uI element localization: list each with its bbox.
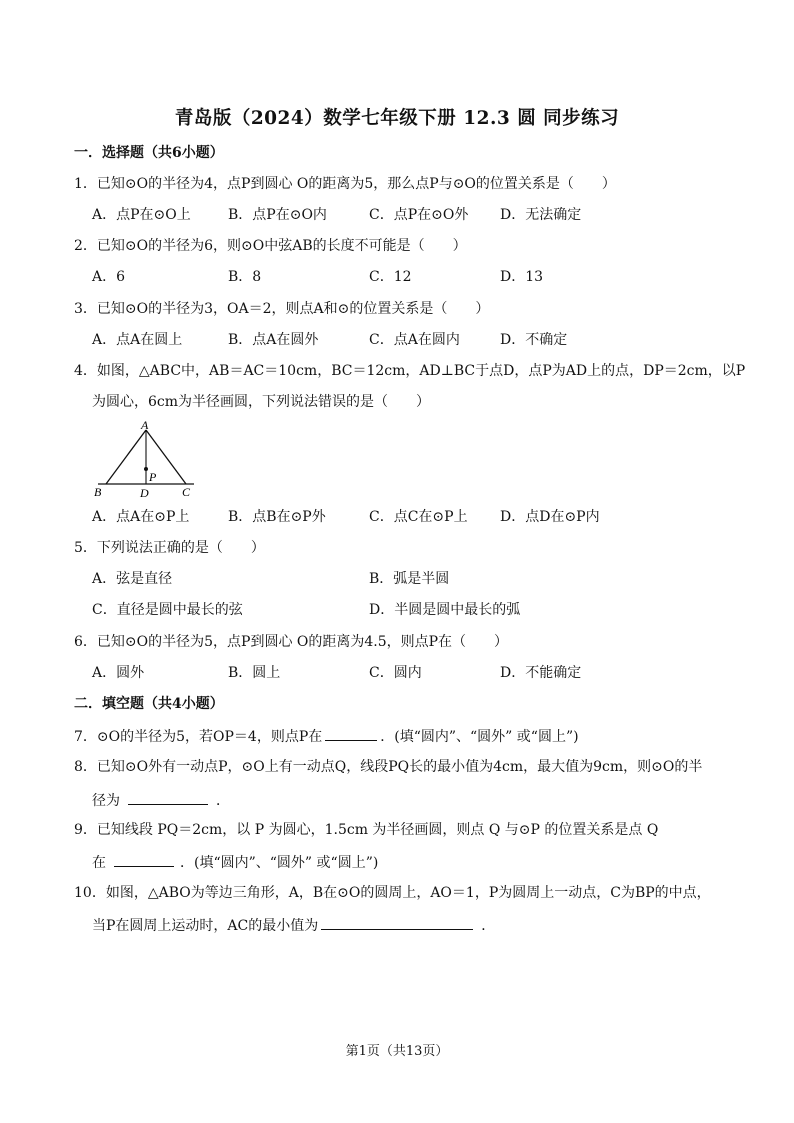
q9-text-after: ．(填“圆内”、“圆外” 或“圆上”) [180,855,379,871]
question-9-line2 [92,852,378,872]
section-choice-heading: 一．选择题（共6小题） [74,145,224,161]
question-6-stem: 6．已知⊙O的半径为5，点P到圆心 O的距离为4.5，则点P在（ ） [74,634,509,650]
label-c: C [182,485,191,499]
q4-option-d: D．点D在⊙P内 [500,509,600,525]
q2-option-a: A．6 [92,269,126,285]
question-9-line1: 9．已知线段 PQ＝2cm，以 P 为圆心，1.5cm 为半径画圆，则点 Q 与⊙P 的位置关系是点 Q [74,822,659,838]
q10-text-after: ． [481,918,496,934]
section-fill-heading: 二．填空题（共4小题） [74,696,224,712]
q9-answer-blank [114,852,174,867]
label-b: B [94,485,102,499]
q4-option-b: B．点B在⊙P外 [228,509,326,525]
question-5-stem: 5．下列说法正确的是（ ） [74,540,265,556]
q8-text-after: ． [216,793,230,809]
q4-option-c: C．点C在⊙P上 [369,509,468,525]
q4-option-a: A．点A在⊙P上 [92,509,190,525]
q5-option-c: C．直径是圆中最长的弦 [92,602,243,618]
question-8-line1: 8．已知⊙O外有一动点P，⊙O上有一动点Q，线段PQ长的最小值为4cm，最大值为9cm，则⊙O的半 [74,759,703,775]
side-ab [106,430,146,484]
q5-option-a: A．弦是直径 [92,571,173,587]
q10-answer-blank [321,915,473,930]
label-p: P [149,470,157,484]
q6-option-b: B．圆上 [228,665,281,681]
q6-option-a: A．圆外 [92,665,145,681]
q2-option-b: B．8 [228,269,262,285]
question-10-line2 [92,915,495,935]
q6-option-d: D．不能确定 [500,665,582,681]
q8-answer-blank [128,790,208,805]
q9-text-before: 在 [92,855,106,871]
q8-text-before: 径为 [92,793,120,809]
q7-text-after: ．(填“圆内”、“圆外” 或“圆上”) [380,729,579,745]
q3-option-d: D．不确定 [500,332,568,348]
q5-option-d: D．半圆是圆中最长的弧 [369,602,521,618]
q5-option-b: B．弧是半圆 [369,571,450,587]
question-10-line1: 10．如图，△ABO为等边三角形，A，B在⊙O的圆周上，AO＝1，P为圆周上一动点，C为BP的中点， [74,885,711,901]
question-8-line2 [92,790,230,810]
question-3-stem: 3．已知⊙O的半径为3，OA＝2，则点A和⊙的位置关系是（ ） [74,301,490,317]
q1-option-b: B．点P在⊙O内 [228,207,327,223]
label-d: D [140,486,149,500]
question-4-stem-line2: 为圆心，6cm为半径画圆，下列说法错误的是（ ） [92,394,431,410]
q1-option-a: A．点P在⊙O上 [92,207,191,223]
question-7 [74,726,579,746]
q3-option-a: A．点A在圆上 [92,332,183,348]
q6-option-c: C．圆内 [369,665,422,681]
triangle-abc-figure [90,418,200,500]
question-1-stem: 1．已知⊙O的半径为4，点P到圆心 O的距离为5，那么点P与⊙O的位置关系是（ ） [74,176,616,192]
question-4-stem-line1: 4．如图，△ABC中，AB＝AC＝10cm，BC＝12cm，AD⊥BC于点D，点P为AD上的点，DP＝2cm，以P [74,363,746,379]
question-2-stem: 2．已知⊙O的半径为6，则⊙O中弦AB的长度不可能是（ ） [74,238,467,254]
q2-option-d: D．13 [500,269,544,285]
q2-option-c: C．12 [369,269,412,285]
page-title: 青岛版（2024）数学七年级下册 12.3 圆 同步练习 [174,108,620,129]
page-footer: 第1页（共13页） [345,1044,449,1059]
q1-option-d: D．无法确定 [500,207,582,223]
q3-option-c: C．点A在圆内 [369,332,460,348]
q7-text-before: 7．⊙O的半径为5，若OP＝4，则点P在 [74,729,323,745]
q1-option-c: C．点P在⊙O外 [369,207,469,223]
q10-text-before: 当P在圆周上运动时，AC的最小值为 [92,918,319,934]
label-a: A [141,418,149,432]
q3-option-b: B．点A在圆外 [228,332,319,348]
point-p [144,467,148,471]
q7-answer-blank [325,726,377,741]
